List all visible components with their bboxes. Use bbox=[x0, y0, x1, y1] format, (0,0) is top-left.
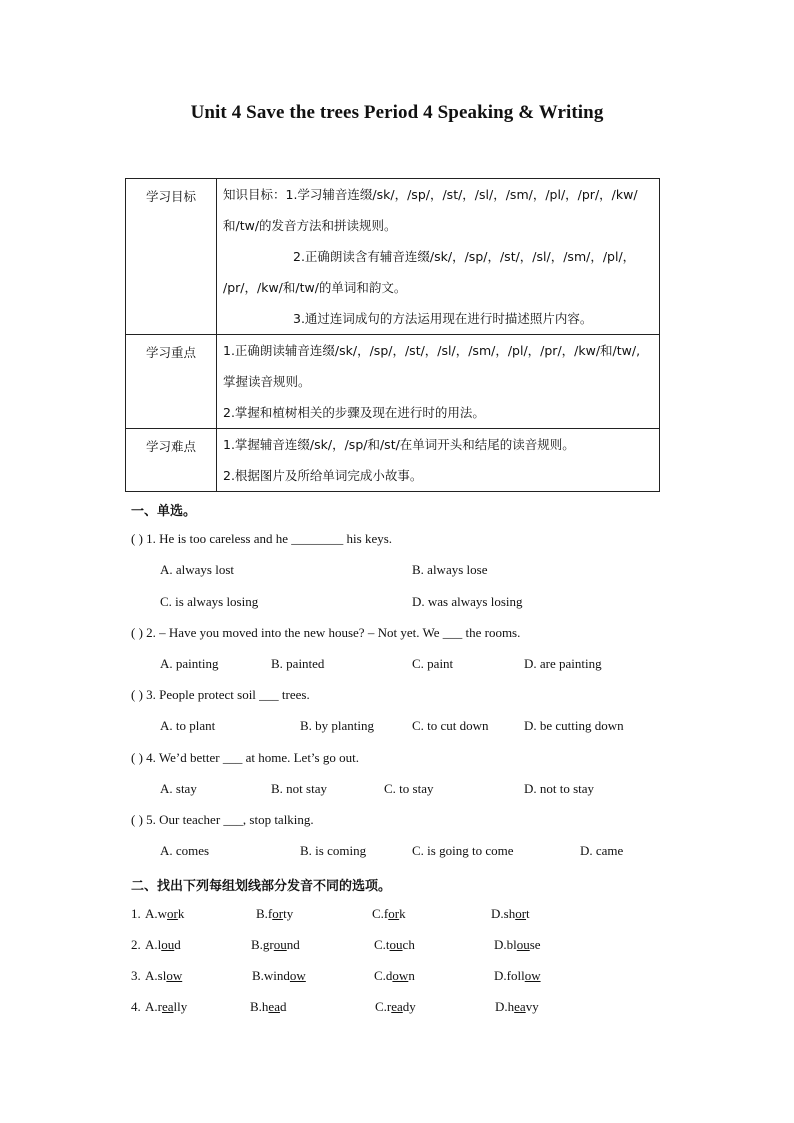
option: D. not to stay bbox=[524, 781, 595, 796]
word-option: A.slow bbox=[145, 968, 183, 983]
word-option: D.blouse bbox=[494, 937, 541, 952]
word-option: D.follow bbox=[494, 968, 541, 983]
option: C. to stay bbox=[384, 781, 434, 796]
row-number: 4. bbox=[131, 999, 141, 1014]
goal-line: 知识目标：1.学习辅音连缀/sk/，/sp/，/st/，/sl/，/sm/，/pl/，/pr/，/kw/ bbox=[223, 187, 638, 202]
word-option: A.really bbox=[145, 999, 188, 1014]
option: A. always lost bbox=[160, 562, 235, 577]
option: C. is going to come bbox=[412, 843, 514, 858]
row-label: 学习目标 bbox=[126, 179, 217, 335]
word-option: B.forty bbox=[256, 906, 294, 921]
word-option: D.short bbox=[491, 906, 530, 921]
difficulties-row bbox=[126, 429, 660, 492]
row-number: 2. bbox=[131, 937, 141, 952]
row-label: 学习难点 bbox=[126, 429, 217, 492]
word-option: C.touch bbox=[374, 937, 415, 952]
question-stem: ( ) 4. We’d better ___ at home. Let’s go out. bbox=[131, 750, 359, 765]
goal-line: 2.掌握和植树相关的步骤及现在进行时的用法。 bbox=[223, 405, 485, 420]
word-option: A.loud bbox=[145, 937, 181, 952]
row-number: 1. bbox=[131, 906, 141, 921]
word-option: C.ready bbox=[375, 999, 416, 1014]
option: D. came bbox=[580, 843, 624, 858]
goal-line: 2.根据图片及所给单词完成小故事。 bbox=[223, 468, 423, 483]
option: B. not stay bbox=[271, 781, 327, 796]
option: B. by planting bbox=[300, 718, 375, 733]
key-points-row bbox=[126, 335, 660, 429]
row-number: 3. bbox=[131, 968, 141, 983]
goal-line: 1.正确朗读辅音连缀/sk/，/sp/，/st/，/sl/，/sm/，/pl/，/pr/，/kw/和/tw/, bbox=[223, 343, 641, 358]
question-stem: ( ) 3. People protect soil ___ trees. bbox=[131, 687, 310, 702]
page-title: Unit 4 Save the trees Period 4 Speaking & Writing bbox=[190, 102, 604, 123]
option: B. is coming bbox=[300, 843, 367, 858]
section-heading: 二、找出下列每组划线部分发音不同的选项。 bbox=[131, 879, 392, 894]
section-heading: 一、单选。 bbox=[131, 504, 197, 519]
goal-line: 3.通过连词成句的方法运用现在进行时描述照片内容。 bbox=[293, 311, 593, 326]
word-option: C.down bbox=[374, 968, 415, 983]
option: C. to cut down bbox=[412, 718, 489, 733]
option: C. is always losing bbox=[160, 594, 259, 609]
goals-row bbox=[126, 179, 660, 335]
goal-line: 1.掌握辅音连缀/sk/，/sp/和/st/在单词开头和结尾的读音规则。 bbox=[223, 437, 575, 452]
option: B. always lose bbox=[412, 562, 488, 577]
option: A. comes bbox=[160, 843, 210, 858]
option: D. be cutting down bbox=[524, 718, 624, 733]
word-option: B.ground bbox=[251, 937, 300, 952]
question-stem: ( ) 1. He is too careless and he ________ his keys. bbox=[131, 531, 393, 546]
goal-line: 2.正确朗读含有辅音连缀/sk/，/sp/，/st/，/sl/，/sm/，/pl/， bbox=[293, 249, 636, 264]
goal-line: 掌握读音规则。 bbox=[223, 374, 311, 389]
option: D. was always losing bbox=[412, 594, 523, 609]
word-option: B.window bbox=[252, 968, 306, 983]
word-option: C.fork bbox=[372, 906, 406, 921]
goal-line: 和/tw/的发音方法和拼读规则。 bbox=[223, 218, 397, 233]
option: A. painting bbox=[160, 656, 219, 671]
option: B. painted bbox=[271, 656, 325, 671]
option: C. paint bbox=[412, 656, 454, 671]
option: D. are painting bbox=[524, 656, 602, 671]
goal-line: /pr/，/kw/和/tw/的单词和韵文。 bbox=[223, 280, 407, 295]
option: A. stay bbox=[160, 781, 197, 796]
question-stem: ( ) 2. – Have you moved into the new house? – Not yet. We ___ the rooms. bbox=[131, 625, 521, 640]
question-stem: ( ) 5. Our teacher ___, stop talking. bbox=[131, 812, 314, 827]
word-option: B.head bbox=[250, 999, 287, 1014]
learning-goals-table bbox=[125, 178, 660, 492]
word-option: D.heavy bbox=[495, 999, 539, 1014]
row-label: 学习重点 bbox=[126, 335, 217, 429]
word-option: A.work bbox=[145, 906, 185, 921]
option: A. to plant bbox=[160, 718, 216, 733]
